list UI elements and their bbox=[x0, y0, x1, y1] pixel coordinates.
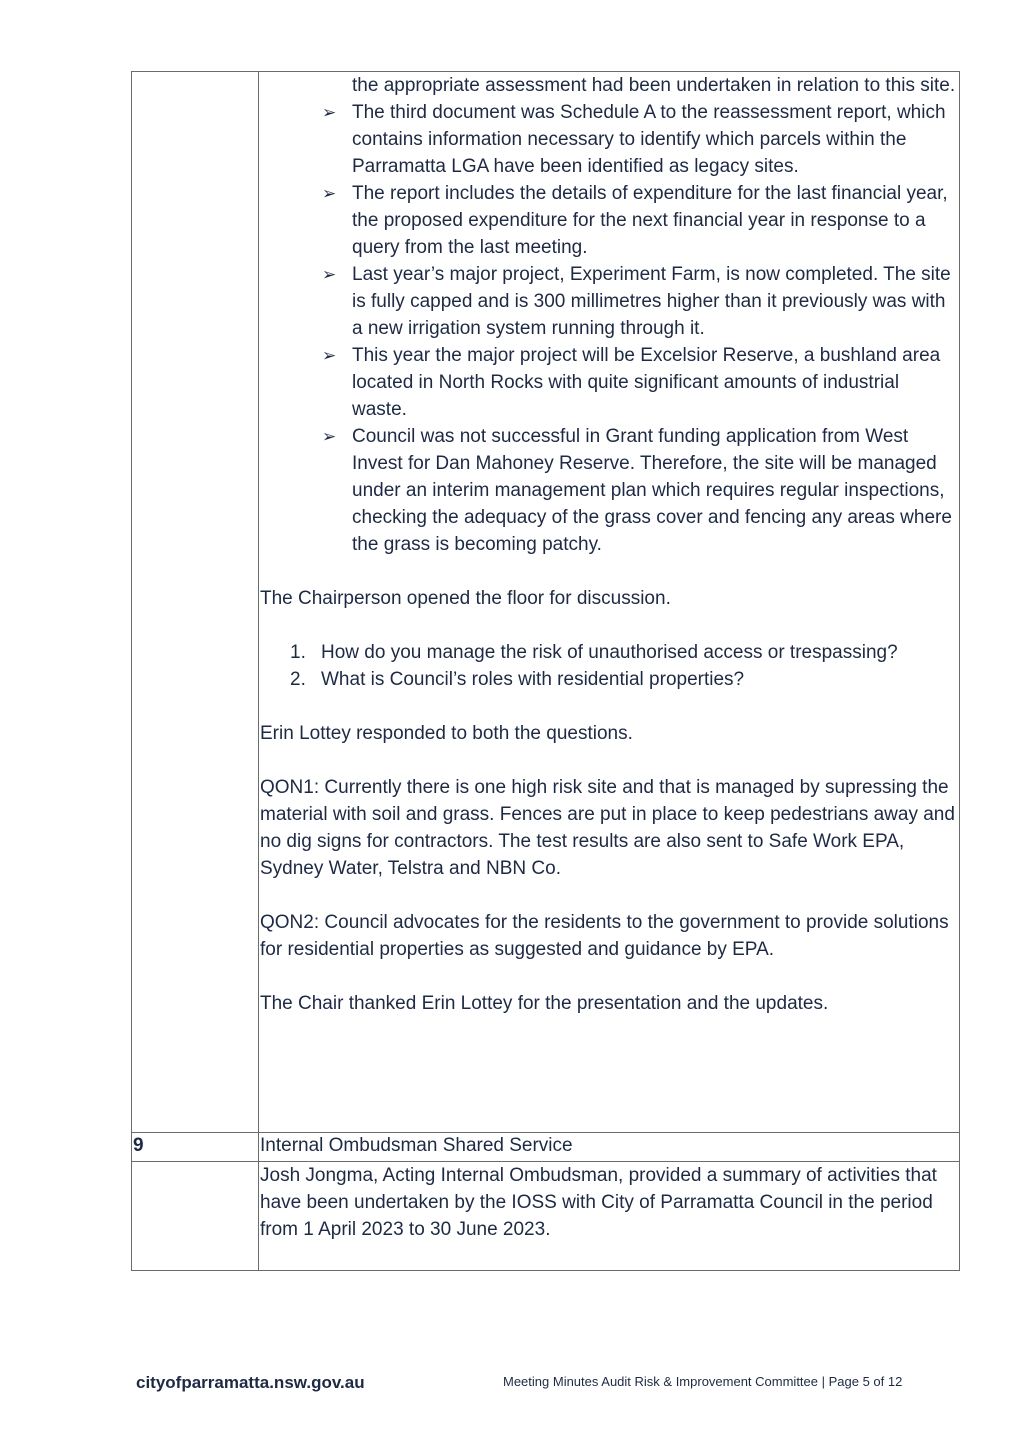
question-text: How do you manage the risk of unauthorised access or trespassing? bbox=[321, 642, 898, 663]
discussion-intro: The Chairperson opened the floor for discussion. bbox=[260, 588, 671, 609]
responded-note: Erin Lottey responded to both the questions. bbox=[260, 723, 633, 744]
bullet-continuation: the appropriate assessment had been undertaken in relation to this site. bbox=[352, 75, 956, 96]
footer-website: cityofparramatta.nsw.gov.au bbox=[136, 1373, 365, 1392]
bullet-item: ➢ The report includes the details of expenditure for the last financial year, the proposed expenditure for the next financial year in response to a query from the last meeting. bbox=[352, 180, 957, 261]
item-number-cell bbox=[132, 72, 259, 1133]
minutes-table bbox=[131, 71, 960, 1271]
item-body-cell bbox=[259, 1162, 960, 1271]
bullet-item: ➢ This year the major project will be Excelsior Reserve, a bushland area located in North Rocks with quite significant amounts of industrial waste. bbox=[352, 342, 957, 423]
question-text: What is Council’s roles with residential properties? bbox=[321, 669, 745, 690]
bullet-item: ➢ The third document was Schedule A to the reassessment report, which contains information necessary to identify which parcels within the Parramatta LGA have been identified as legacy sites. bbox=[352, 99, 957, 180]
item-body-cell bbox=[259, 72, 960, 1133]
thanks-note: The Chair thanked Erin Lottey for the presentation and the updates. bbox=[260, 993, 829, 1014]
item-number-cell bbox=[132, 1133, 259, 1162]
ombudsman-summary: Josh Jongma, Acting Internal Ombudsman, provided a summary of activities that have been undertaken by the IOSS with City of Parramatta Council in the period from 1 April 2023 to 30 June 2023. bbox=[260, 1165, 937, 1240]
question-number: 1. bbox=[290, 642, 306, 663]
bullet-item: ➢ Council was not successful in Grant funding application from West Invest for Dan Mahoney Reserve. Therefore, the site will be managed under an interim management plan which requires regular inspections, checking the adequacy of the grass cover and fencing any areas where the grass is becoming patchy. bbox=[352, 423, 957, 558]
question-item bbox=[290, 639, 957, 666]
question-list bbox=[260, 639, 957, 693]
item-heading: Internal Ombudsman Shared Service bbox=[259, 1133, 960, 1162]
qon2-answer: QON2: Council advocates for the residents to the government to provide solutions for residential properties as suggested and guidance by EPA. bbox=[260, 912, 949, 960]
qon1-answer: QON1: Currently there is one high risk site and that is managed by supressing the material with soil and grass. Fences are put in place to keep pedestrians away and no dig signs for contractors. The test results are also sent to Safe Work EPA, Sydney Water, Telstra and NBN Co. bbox=[260, 777, 955, 879]
bullet-list bbox=[260, 72, 957, 558]
question-item bbox=[290, 666, 957, 693]
item-number: 9 bbox=[133, 1135, 144, 1156]
table-row bbox=[132, 1162, 960, 1271]
table-row bbox=[132, 1133, 960, 1162]
item-number-cell bbox=[132, 1162, 259, 1271]
table-row bbox=[132, 72, 960, 1133]
bullet-item: ➢ Last year’s major project, Experiment Farm, is now completed. The site is fully capped and is 300 millimetres higher than it previously was with a new irrigation system running through it. bbox=[352, 261, 957, 342]
question-number: 2. bbox=[290, 669, 306, 690]
footer-page-info: Meeting Minutes Audit Risk & Improvement Committee | Page 5 of 12 bbox=[503, 1374, 903, 1389]
